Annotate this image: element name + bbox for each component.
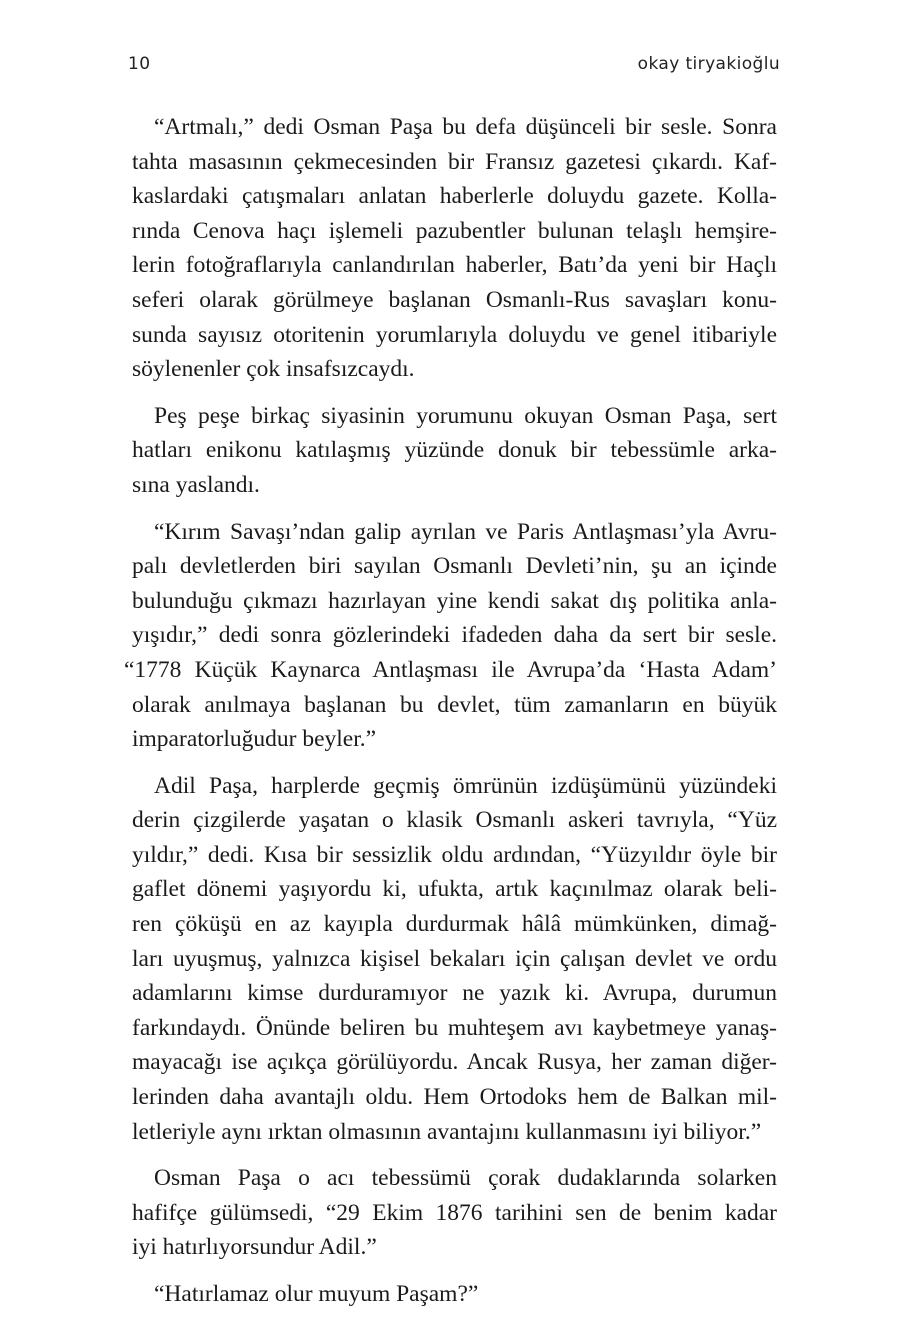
text-line: Adil Paşa, harplerde geçmiş ömrünün izdüşümünü yüzündeki (154, 772, 777, 799)
body-text (124, 110, 777, 1324)
text-line: kaslardaki çatışmaları anlatan haberlerle doluydu gazete. Kolla- (132, 183, 777, 210)
text-line: hatları enikonu katılaşmış yüzünde donuk bir tebessümle arka- (132, 437, 777, 464)
text-line: adamlarını kimse durduramıyor ne yazık ki. Avrupa, durumun (132, 980, 777, 1007)
text-line: derin çizgilerde yaşatan o klasik Osmanlı askeri tavrıyla, “Yüz (132, 807, 777, 834)
text-line: iyi hatırlıyorsundur Adil.” (132, 1234, 377, 1261)
text-line: farkındaydı. Önünde beliren bu muhteşem avı kaybetmeye yanaş- (132, 1014, 777, 1041)
text-line: olarak anılmaya başlanan bu devlet, tüm zamanların en büyük (132, 691, 777, 718)
text-line: “Kırım Savaşı’ndan galip ayrılan ve Paris Antlaşması’yla Avru- (154, 518, 777, 545)
paragraph (132, 1277, 777, 1312)
text-line: seferi olarak görülmeye başlanan Osmanlı-Rus savaşları konu- (132, 286, 777, 313)
paragraph (132, 769, 777, 1150)
text-line: rında Cenova haçı işlemeli pazubentler bulunan telaşlı hemşire- (132, 217, 777, 244)
text-line: gaflet dönemi yaşıyordu ki, ufukta, artık kaçınılmaz olarak beli- (132, 876, 777, 903)
text-line: “Artmalı,” dedi Osman Paşa bu defa düşünceli bir sesle. Sonra (154, 114, 777, 140)
text-line: hafifçe gülümsedi, “29 Ekim 1876 tarihini sen de benim kadar (132, 1199, 777, 1226)
text-line: Osman Paşa o acı tebessümü çorak dudaklarında solarken (154, 1165, 777, 1192)
running-head: okay tiryakioğlu (637, 54, 780, 74)
text-line: tahta masasının çekmecesinden bir Fransız gazetesi çıkardı. Kaf- (132, 148, 777, 175)
text-line: Peş peşe birkaç siyasinin yorumunu okuyan Osman Paşa, sert (154, 402, 777, 429)
text-line: palı devletlerden biri sayılan Osmanlı Devleti’nin, şu an içinde (132, 553, 777, 580)
text-line: imparatorluğudur beyler.” (132, 726, 377, 753)
paragraph (132, 1161, 777, 1265)
text-line: “Hatırlamaz olur muyum Paşam?” (154, 1281, 479, 1307)
text-line: letleriyle aynı ırktan olmasının avantajını kullanmasını iyi biliyor.” (132, 1118, 762, 1145)
text-line: söylenenler çok insafsızcaydı. (132, 356, 415, 383)
text-line: lerin fotoğraflarıyla canlandırılan haberler, Batı’da yeni bir Haçlı (132, 252, 777, 279)
text-line: mayacağı ise açıkça görülüyordu. Ancak Rusya, her zaman diğer- (132, 1049, 777, 1076)
text-line: bulunduğu çıkmazı hazırlayan yine kendi sakat dış politika anla- (132, 587, 777, 614)
text-line: “1778 Küçük Kaynarca Antlaşması ile Avrupa’da ‘Hasta Adam’ (124, 656, 777, 683)
text-line: sına yaslandı. (132, 471, 260, 498)
text-line: ren çöküşü en az kayıpla durdurmak hâlâ mümkünken, dimağ- (132, 911, 777, 938)
page-header (128, 54, 780, 82)
paragraph (124, 515, 777, 757)
paragraph (132, 110, 777, 387)
page-number: 10 (128, 54, 151, 74)
text-line: sunda sayısız otoritenin yorumlarıyla doluydu ve genel itibariyle (132, 321, 777, 348)
text-line: lerinden daha avantajlı oldu. Hem Ortodoks hem de Balkan mil- (132, 1084, 777, 1111)
text-line: ları uyuşmuş, yalnızca kişisel bekaları için çalışan devlet ve ordu (132, 945, 777, 972)
text-line: yıldır,” dedi. Kısa bir sessizlik oldu ardından, “Yüzyıldır öyle bir (132, 841, 777, 868)
text-line: yışıdır,” dedi sonra gözlerindeki ifadeden daha da sert bir sesle. (132, 622, 777, 649)
paragraph (132, 399, 777, 503)
